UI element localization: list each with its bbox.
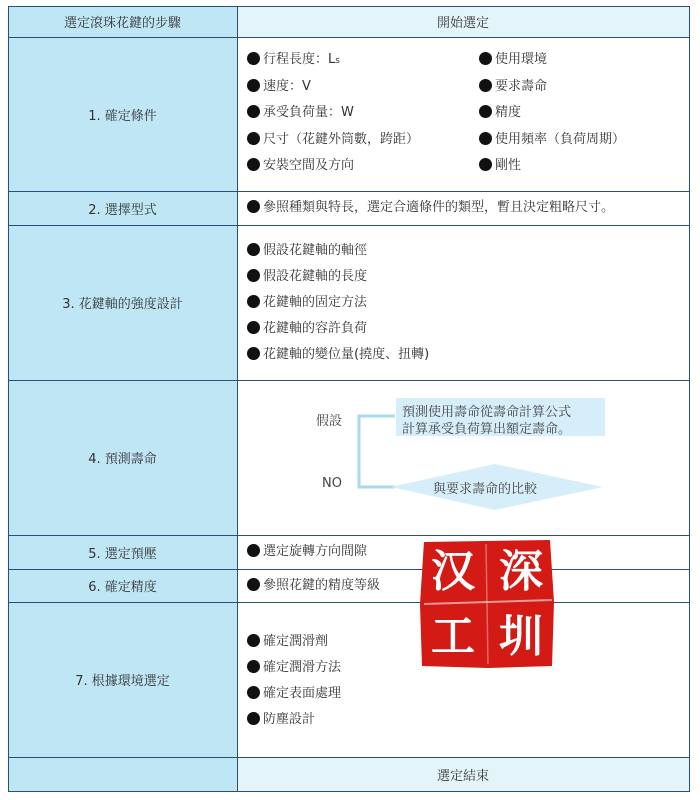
- step-3-content: [237, 225, 689, 380]
- seal-char: 圳: [499, 611, 543, 662]
- seal-stamp: [418, 538, 556, 670]
- bullet-icon: [479, 52, 492, 65]
- list-item: 假設花鍵軸的長度: [247, 268, 367, 286]
- list-item: 確定潤滑劑: [247, 633, 328, 651]
- bullet-icon: [479, 79, 492, 92]
- header-steps-title: 選定滾珠花鍵的步驟: [8, 6, 237, 37]
- bullet-icon: [247, 132, 260, 145]
- bullet-icon: [247, 578, 260, 591]
- bullet-icon: [247, 79, 260, 92]
- assume-label: 假設: [316, 414, 343, 429]
- seal-char: 工: [431, 611, 475, 662]
- bullet-icon: [247, 712, 260, 725]
- grid-line: [8, 791, 689, 792]
- bullet-icon: [247, 200, 260, 213]
- list-item: 假設花鍵軸的軸徑: [247, 242, 367, 260]
- bullet-icon: [247, 295, 260, 308]
- list-item: 參照種類與特長，選定合適條件的類型，暫且決定粗略尺寸。: [247, 199, 614, 217]
- list-item: 參照花鍵的精度等級: [247, 577, 380, 595]
- bullet-icon: [247, 269, 260, 282]
- grid-line: [8, 37, 689, 38]
- header-start-selection: 開始選定: [237, 6, 689, 37]
- grid-line: [8, 757, 689, 758]
- bullet-icon: [247, 544, 260, 557]
- footer-end-selection: 選定結束: [237, 757, 689, 791]
- list-item: 選定旋轉方向間隙: [247, 543, 367, 561]
- grid-line: [8, 6, 689, 7]
- bullet-icon: [479, 132, 492, 145]
- list-item: 行程長度：Ls: [247, 51, 340, 70]
- list-item: 花鍵軸的固定方法: [247, 294, 367, 312]
- step-7-label: 7. 根據環境選定: [8, 602, 237, 757]
- grid-line: [8, 191, 689, 192]
- bullet-icon: [247, 158, 260, 171]
- bullet-icon: [247, 321, 260, 334]
- grid-line: [8, 225, 689, 226]
- grid-line: [8, 569, 689, 570]
- list-item: 花鍵軸的容許負荷: [247, 320, 367, 338]
- grid-line: [689, 6, 690, 792]
- step-2-content: [237, 191, 689, 225]
- list-item: 尺寸（花鍵外筒數，跨距）: [247, 131, 419, 149]
- grid-line: [8, 380, 689, 381]
- list-item: 要求壽命: [479, 78, 547, 96]
- step-5-label: 5. 選定預壓: [8, 535, 237, 569]
- grid-line: [8, 6, 9, 792]
- list-item: 剛性: [479, 157, 521, 175]
- flow-loop-line: [359, 416, 395, 487]
- grid-line: [237, 6, 238, 792]
- list-item: 速度：V: [247, 78, 311, 96]
- list-item: 承受負荷量：W: [247, 104, 354, 122]
- step-1-content: [237, 37, 689, 191]
- step-4-content: [237, 380, 689, 535]
- list-item: 使用環境: [479, 51, 547, 69]
- compare-label: 與要求壽命的比較: [433, 482, 538, 497]
- step-3-label: 3. 花鍵軸的強度設計: [8, 225, 237, 380]
- bullet-icon: [247, 660, 260, 673]
- list-item: 確定潤滑方法: [247, 659, 341, 677]
- footer-left-blank: [8, 757, 237, 791]
- list-item: 花鍵軸的變位量(撓度、扭轉): [247, 346, 429, 364]
- list-item: 使用頻率（負荷周期）: [479, 131, 625, 149]
- bullet-icon: [247, 105, 260, 118]
- list-item: 確定表面處理: [247, 685, 341, 703]
- step-6-label: 6. 確定精度: [8, 569, 237, 602]
- bullet-icon: [247, 634, 260, 647]
- bullet-icon: [247, 686, 260, 699]
- seal-char: 汉: [431, 546, 475, 597]
- bullet-icon: [247, 243, 260, 256]
- step-4-label: 4. 預測壽命: [8, 380, 237, 535]
- bullet-icon: [479, 105, 492, 118]
- step-1-label: 1. 確定條件: [8, 37, 237, 191]
- step-2-label: 2. 選擇型式: [8, 191, 237, 225]
- life-calc-line-2: 計算承受負荷算出額定壽命。: [402, 422, 572, 437]
- no-label: NO: [322, 476, 342, 491]
- life-calc-line-1: 預測使用壽命從壽命計算公式: [402, 405, 572, 420]
- bullet-icon: [479, 158, 492, 171]
- stroke-subscript: s: [335, 56, 340, 66]
- list-item: 防塵設計: [247, 711, 315, 729]
- bullet-icon: [247, 52, 260, 65]
- grid-line: [8, 602, 689, 603]
- bullet-icon: [247, 347, 260, 360]
- seal-char: 深: [499, 546, 543, 597]
- list-item: 精度: [479, 104, 521, 122]
- grid-line: [8, 535, 689, 536]
- list-item: 安裝空間及方向: [247, 157, 354, 175]
